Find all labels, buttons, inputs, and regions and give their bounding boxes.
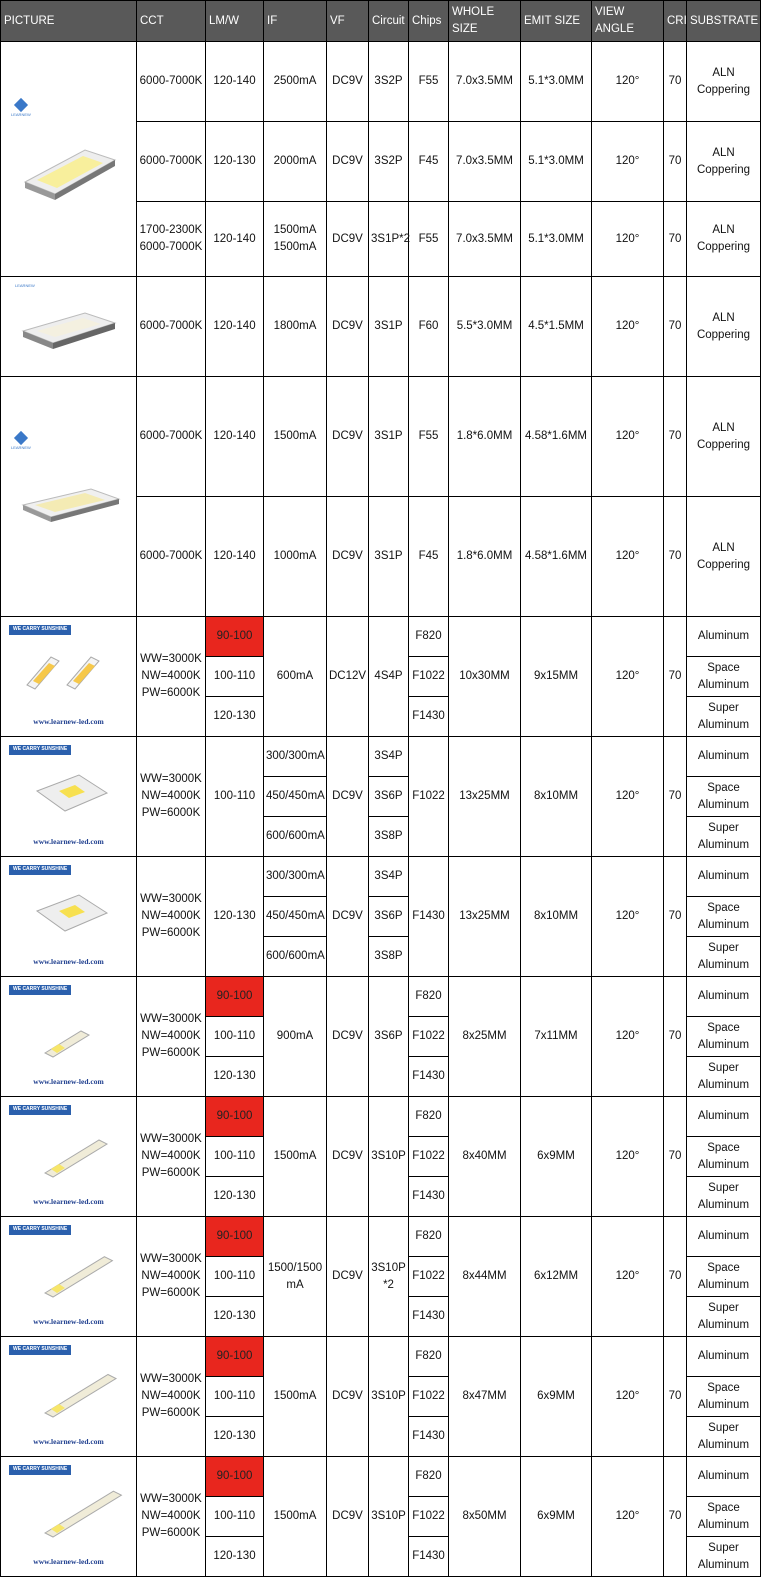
lmw-cell: 120-130 <box>206 1177 264 1217</box>
header-if: IF <box>264 1 327 42</box>
cri-cell: 70 <box>664 277 687 377</box>
table-row <box>1 1457 761 1497</box>
substrate-cell: ALN Coppering <box>687 277 761 377</box>
substrate-cell: Super Aluminum <box>687 937 761 977</box>
whole-size-cell: 13x25MM <box>449 737 521 857</box>
product-image-cell <box>1 857 137 977</box>
cob-led-image <box>15 1123 125 1185</box>
emit-size-cell: 6x9MM <box>521 1337 592 1457</box>
if-cell: 1500mA <box>264 377 327 497</box>
substrate-cell: Space Aluminum <box>687 1257 761 1297</box>
chips-cell: F1430 <box>409 857 449 977</box>
if-cell: 1500/1500 mA <box>264 1217 327 1337</box>
website-url: www.learnew-led.com <box>33 717 104 727</box>
header-row <box>1 1 761 42</box>
website-url: www.learnew-led.com <box>33 1197 104 1207</box>
cob-led-image <box>15 1243 125 1305</box>
emit-size-cell: 5.1*3.0MM <box>521 42 592 122</box>
logo-diamond-icon <box>14 98 28 112</box>
website-url: www.learnew-led.com <box>33 1557 104 1567</box>
whole-size-cell: 10x30MM <box>449 617 521 737</box>
circuit-cell: 3S8P <box>369 937 409 977</box>
brand-badge: WE CARRY SUNSHINE <box>9 1105 71 1115</box>
cct-cell: WW=3000K NW=4000K PW=6000K <box>137 857 206 977</box>
chips-cell: F55 <box>409 202 449 277</box>
if-cell: 1800mA <box>264 277 327 377</box>
if-cell: 1500mA <box>264 1457 327 1577</box>
whole-size-cell: 8x25MM <box>449 977 521 1097</box>
whole-size-cell: 1.8*6.0MM <box>449 497 521 617</box>
brand-logo <box>9 745 71 755</box>
table-row <box>1 617 761 657</box>
circuit-cell: 3S6P <box>369 897 409 937</box>
circuit-cell: 3S10P *2 <box>369 1217 409 1337</box>
cct-cell: 6000-7000K <box>137 122 206 202</box>
cob-led-image <box>15 883 125 945</box>
circuit-cell: 3S1P*2 <box>369 202 409 277</box>
header-picture: PICTURE <box>1 1 137 42</box>
whole-size-cell: 7.0x3.5MM <box>449 42 521 122</box>
brand-logo <box>9 985 71 995</box>
cri-cell: 70 <box>664 42 687 122</box>
chips-cell: F1430 <box>409 1177 449 1217</box>
substrate-cell: Space Aluminum <box>687 1377 761 1417</box>
emit-size-cell: 6x9MM <box>521 1457 592 1577</box>
emit-size-cell: 6x12MM <box>521 1217 592 1337</box>
whole-size-cell: 1.8*6.0MM <box>449 377 521 497</box>
substrate-cell: Aluminum <box>687 1457 761 1497</box>
lmw-cell: 120-130 <box>206 857 264 977</box>
lmw-cell: 120-130 <box>206 122 264 202</box>
product-image-cell <box>1 377 137 617</box>
cct-cell: WW=3000K NW=4000K PW=6000K <box>137 737 206 857</box>
chips-cell: F45 <box>409 497 449 617</box>
cct-cell: WW=3000K NW=4000K PW=6000K <box>137 617 206 737</box>
cri-cell: 70 <box>664 977 687 1097</box>
substrate-cell: Aluminum <box>687 977 761 1017</box>
substrate-cell: Space Aluminum <box>687 1137 761 1177</box>
header-lmw: LM/W <box>206 1 264 42</box>
table-row <box>1 1097 761 1137</box>
product-image-cell <box>1 1337 137 1457</box>
header-emit-size: EMIT SIZE <box>521 1 592 42</box>
cob-led-image <box>15 643 125 705</box>
substrate-cell: Aluminum <box>687 1217 761 1257</box>
chips-cell: F1022 <box>409 737 449 857</box>
website-url: www.learnew-led.com <box>33 1317 104 1327</box>
lmw-cell: 90-100 <box>206 1337 264 1377</box>
product-image-cell <box>1 1457 137 1577</box>
emit-size-cell: 5.1*3.0MM <box>521 122 592 202</box>
lmw-cell: 90-100 <box>206 1217 264 1257</box>
if-cell: 1500mA <box>264 1097 327 1217</box>
lmw-cell: 90-100 <box>206 617 264 657</box>
chips-cell: F820 <box>409 1337 449 1377</box>
substrate-cell: Space Aluminum <box>687 657 761 697</box>
substrate-cell: ALN Coppering <box>687 42 761 122</box>
emit-size-cell: 9x15MM <box>521 617 592 737</box>
vf-cell: DC9V <box>327 1217 369 1337</box>
brand-logo <box>9 1345 71 1355</box>
if-cell: 600/600mA <box>264 817 327 857</box>
circuit-cell: 3S1P <box>369 377 409 497</box>
circuit-cell: 3S2P <box>369 122 409 202</box>
led-chip-image <box>15 475 125 535</box>
chips-cell: F1022 <box>409 1017 449 1057</box>
if-cell: 2000mA <box>264 122 327 202</box>
if-cell: 900mA <box>264 977 327 1097</box>
brand-badge: WE CARRY SUNSHINE <box>9 865 71 875</box>
cct-cell: 6000-7000K <box>137 377 206 497</box>
if-cell: 1500mA <box>264 1337 327 1457</box>
circuit-cell: 3S10P <box>369 1097 409 1217</box>
cri-cell: 70 <box>664 377 687 497</box>
website-url: www.learnew-led.com <box>33 837 104 847</box>
emit-size-cell: 6x9MM <box>521 1097 592 1217</box>
cri-cell: 70 <box>664 202 687 277</box>
lmw-cell: 100-110 <box>206 657 264 697</box>
if-cell: 300/300mA <box>264 857 327 897</box>
substrate-cell: Super Aluminum <box>687 1297 761 1337</box>
chips-cell: F820 <box>409 977 449 1017</box>
chips-cell: F1022 <box>409 1137 449 1177</box>
lmw-cell: 100-110 <box>206 737 264 857</box>
view-angle-cell: 120° <box>592 497 664 617</box>
learnew-logo: LEARNEW <box>11 100 31 118</box>
circuit-cell: 3S4P <box>369 857 409 897</box>
view-angle-cell: 120° <box>592 857 664 977</box>
header-circuit: Circuit <box>369 1 409 42</box>
lmw-cell: 120-140 <box>206 377 264 497</box>
lmw-cell: 120-140 <box>206 202 264 277</box>
lmw-cell: 120-140 <box>206 277 264 377</box>
emit-size-cell: 7x11MM <box>521 977 592 1097</box>
website-url: www.learnew-led.com <box>33 1077 104 1087</box>
lmw-cell: 100-110 <box>206 1497 264 1537</box>
circuit-cell: 3S8P <box>369 817 409 857</box>
substrate-cell: Super Aluminum <box>687 1417 761 1457</box>
lmw-cell: 100-110 <box>206 1017 264 1057</box>
whole-size-cell: 5.5*3.0MM <box>449 277 521 377</box>
lmw-cell: 100-110 <box>206 1377 264 1417</box>
cob-led-image <box>15 1003 125 1065</box>
cri-cell: 70 <box>664 497 687 617</box>
vf-cell: DC9V <box>327 1097 369 1217</box>
led-chip-image <box>15 142 125 212</box>
cct-cell: 6000-7000K <box>137 497 206 617</box>
header-substrate: SUBSTRATE <box>687 1 761 42</box>
whole-size-cell: 8x47MM <box>449 1337 521 1457</box>
circuit-cell: 3S6P <box>369 777 409 817</box>
vf-cell: DC9V <box>327 1457 369 1577</box>
substrate-cell: Super Aluminum <box>687 697 761 737</box>
vf-cell: DC9V <box>327 202 369 277</box>
chips-cell: F820 <box>409 617 449 657</box>
vf-cell: DC9V <box>327 277 369 377</box>
logo-diamond-icon <box>14 431 28 445</box>
substrate-cell: Super Aluminum <box>687 1057 761 1097</box>
view-angle-cell: 120° <box>592 202 664 277</box>
if-cell: 300/300mA <box>264 737 327 777</box>
circuit-cell: 3S1P <box>369 277 409 377</box>
emit-size-cell: 5.1*3.0MM <box>521 202 592 277</box>
table-row <box>1 377 761 497</box>
whole-size-cell: 8x44MM <box>449 1217 521 1337</box>
if-cell: 1500mA 1500mA <box>264 202 327 277</box>
brand-badge: WE CARRY SUNSHINE <box>9 985 71 995</box>
brand-badge: WE CARRY SUNSHINE <box>9 1465 71 1475</box>
view-angle-cell: 120° <box>592 737 664 857</box>
product-image-cell <box>1 737 137 857</box>
lmw-cell: 90-100 <box>206 1097 264 1137</box>
lmw-cell: 120-130 <box>206 1297 264 1337</box>
emit-size-cell: 4.5*1.5MM <box>521 277 592 377</box>
vf-cell: DC9V <box>327 122 369 202</box>
chips-cell: F820 <box>409 1457 449 1497</box>
table-row <box>1 42 761 122</box>
vf-cell: DC9V <box>327 42 369 122</box>
substrate-cell: ALN Coppering <box>687 122 761 202</box>
view-angle-cell: 120° <box>592 1457 664 1577</box>
lmw-cell: 120-130 <box>206 1417 264 1457</box>
chips-cell: F820 <box>409 1097 449 1137</box>
vf-cell: DC9V <box>327 377 369 497</box>
cri-cell: 70 <box>664 737 687 857</box>
chips-cell: F55 <box>409 377 449 497</box>
circuit-cell: 4S4P <box>369 617 409 737</box>
vf-cell: DC9V <box>327 737 369 857</box>
website-url: www.learnew-led.com <box>33 957 104 967</box>
substrate-cell: Aluminum <box>687 857 761 897</box>
lmw-cell: 100-110 <box>206 1257 264 1297</box>
chips-cell: F60 <box>409 277 449 377</box>
emit-size-cell: 8x10MM <box>521 857 592 977</box>
header-cct: CCT <box>137 1 206 42</box>
substrate-cell: Aluminum <box>687 1337 761 1377</box>
brand-logo <box>9 1105 71 1115</box>
chips-cell: F820 <box>409 1217 449 1257</box>
led-chip-image <box>15 301 125 361</box>
if-cell: 1000mA <box>264 497 327 617</box>
cob-led-image <box>15 763 125 825</box>
product-image-cell <box>1 977 137 1097</box>
header-vf: VF <box>327 1 369 42</box>
product-image-cell <box>1 1217 137 1337</box>
brand-badge: WE CARRY SUNSHINE <box>9 745 71 755</box>
circuit-cell: 3S4P <box>369 737 409 777</box>
lmw-cell: 90-100 <box>206 977 264 1017</box>
brand-logo <box>9 625 71 635</box>
circuit-cell: 3S10P <box>369 1337 409 1457</box>
vf-cell: DC9V <box>327 857 369 977</box>
chips-cell: F1430 <box>409 1297 449 1337</box>
header-cri: CRI <box>664 1 687 42</box>
chips-cell: F1430 <box>409 1057 449 1097</box>
view-angle-cell: 120° <box>592 42 664 122</box>
lmw-cell: 120-130 <box>206 1537 264 1577</box>
lmw-cell: 100-110 <box>206 1137 264 1177</box>
whole-size-cell: 13x25MM <box>449 857 521 977</box>
circuit-cell: 3S10P <box>369 1457 409 1577</box>
cri-cell: 70 <box>664 1457 687 1577</box>
cri-cell: 70 <box>664 857 687 977</box>
substrate-cell: Aluminum <box>687 617 761 657</box>
lmw-cell: 120-130 <box>206 1057 264 1097</box>
table-row <box>1 277 761 377</box>
view-angle-cell: 120° <box>592 977 664 1097</box>
substrate-cell: Super Aluminum <box>687 817 761 857</box>
substrate-cell: Aluminum <box>687 737 761 777</box>
cct-cell: 6000-7000K <box>137 42 206 122</box>
cct-cell: WW=3000K NW=4000K PW=6000K <box>137 1217 206 1337</box>
chips-cell: F1022 <box>409 1497 449 1537</box>
brand-badge: WE CARRY SUNSHINE <box>9 625 71 635</box>
if-cell: 600/600mA <box>264 937 327 977</box>
substrate-cell: Space Aluminum <box>687 1017 761 1057</box>
view-angle-cell: 120° <box>592 1097 664 1217</box>
emit-size-cell: 4.58*1.6MM <box>521 377 592 497</box>
substrate-cell: Aluminum <box>687 1097 761 1137</box>
chips-cell: F1430 <box>409 1537 449 1577</box>
table-row <box>1 1217 761 1257</box>
cri-cell: 70 <box>664 1217 687 1337</box>
substrate-cell: ALN Coppering <box>687 202 761 277</box>
substrate-cell: Space Aluminum <box>687 777 761 817</box>
chips-cell: F1022 <box>409 1377 449 1417</box>
vf-cell: DC9V <box>327 1337 369 1457</box>
cob-led-image <box>15 1483 125 1545</box>
website-url: www.learnew-led.com <box>33 1437 104 1447</box>
view-angle-cell: 120° <box>592 617 664 737</box>
substrate-cell: Space Aluminum <box>687 897 761 937</box>
cri-cell: 70 <box>664 122 687 202</box>
cri-cell: 70 <box>664 1097 687 1217</box>
table-row <box>1 737 761 777</box>
if-cell: 600mA <box>264 617 327 737</box>
header-chips: Chips <box>409 1 449 42</box>
if-cell: 450/450mA <box>264 897 327 937</box>
whole-size-cell: 7.0x3.5MM <box>449 122 521 202</box>
whole-size-cell: 7.0x3.5MM <box>449 202 521 277</box>
view-angle-cell: 120° <box>592 377 664 497</box>
substrate-cell: Super Aluminum <box>687 1177 761 1217</box>
view-angle-cell: 120° <box>592 122 664 202</box>
substrate-cell: Super Aluminum <box>687 1537 761 1577</box>
lmw-cell: 120-140 <box>206 42 264 122</box>
product-image-cell <box>1 617 137 737</box>
lmw-cell: 90-100 <box>206 1457 264 1497</box>
circuit-cell: 3S6P <box>369 977 409 1097</box>
header-whole-size: WHOLE SIZE <box>449 1 521 42</box>
brand-logo <box>9 865 71 875</box>
table-row <box>1 1337 761 1377</box>
whole-size-cell: 8x50MM <box>449 1457 521 1577</box>
chips-cell: F45 <box>409 122 449 202</box>
view-angle-cell: 120° <box>592 277 664 377</box>
whole-size-cell: 8x40MM <box>449 1097 521 1217</box>
table-row <box>1 857 761 897</box>
cri-cell: 70 <box>664 1337 687 1457</box>
product-image-cell <box>1 42 137 277</box>
vf-cell: DC9V <box>327 497 369 617</box>
lmw-cell: 120-140 <box>206 497 264 617</box>
cob-led-image <box>15 1363 125 1425</box>
chips-cell: F1022 <box>409 1257 449 1297</box>
circuit-cell: 3S1P <box>369 497 409 617</box>
cct-cell: WW=3000K NW=4000K PW=6000K <box>137 1457 206 1577</box>
view-angle-cell: 120° <box>592 1337 664 1457</box>
if-cell: 450/450mA <box>264 777 327 817</box>
chips-cell: F1022 <box>409 657 449 697</box>
lmw-cell: 120-130 <box>206 697 264 737</box>
cct-cell: WW=3000K NW=4000K PW=6000K <box>137 1097 206 1217</box>
if-cell: 2500mA <box>264 42 327 122</box>
vf-cell: DC12V <box>327 617 369 737</box>
chips-cell: F1430 <box>409 697 449 737</box>
substrate-cell: ALN Coppering <box>687 377 761 497</box>
cct-cell: 1700-2300K 6000-7000K <box>137 202 206 277</box>
product-image-cell <box>1 1097 137 1217</box>
chips-cell: F1430 <box>409 1417 449 1457</box>
substrate-cell: Space Aluminum <box>687 1497 761 1537</box>
learnew-logo: LEARNEW <box>15 283 35 288</box>
brand-badge: WE CARRY SUNSHINE <box>9 1345 71 1355</box>
product-image-cell <box>1 277 137 377</box>
circuit-cell: 3S2P <box>369 42 409 122</box>
cct-cell: WW=3000K NW=4000K PW=6000K <box>137 977 206 1097</box>
vf-cell: DC9V <box>327 977 369 1097</box>
emit-size-cell: 4.58*1.6MM <box>521 497 592 617</box>
cct-cell: WW=3000K NW=4000K PW=6000K <box>137 1337 206 1457</box>
substrate-cell: ALN Coppering <box>687 497 761 617</box>
spec-table-body <box>1 42 761 1577</box>
view-angle-cell: 120° <box>592 1217 664 1337</box>
brand-badge: WE CARRY SUNSHINE <box>9 1225 71 1235</box>
cct-cell: 6000-7000K <box>137 277 206 377</box>
header-view-angle: VIEW ANGLE <box>592 1 664 42</box>
learnew-logo: LEARNEW <box>11 433 31 451</box>
table-row <box>1 977 761 1017</box>
brand-logo <box>9 1225 71 1235</box>
brand-logo <box>9 1465 71 1475</box>
emit-size-cell: 8x10MM <box>521 737 592 857</box>
cri-cell: 70 <box>664 617 687 737</box>
chips-cell: F55 <box>409 42 449 122</box>
